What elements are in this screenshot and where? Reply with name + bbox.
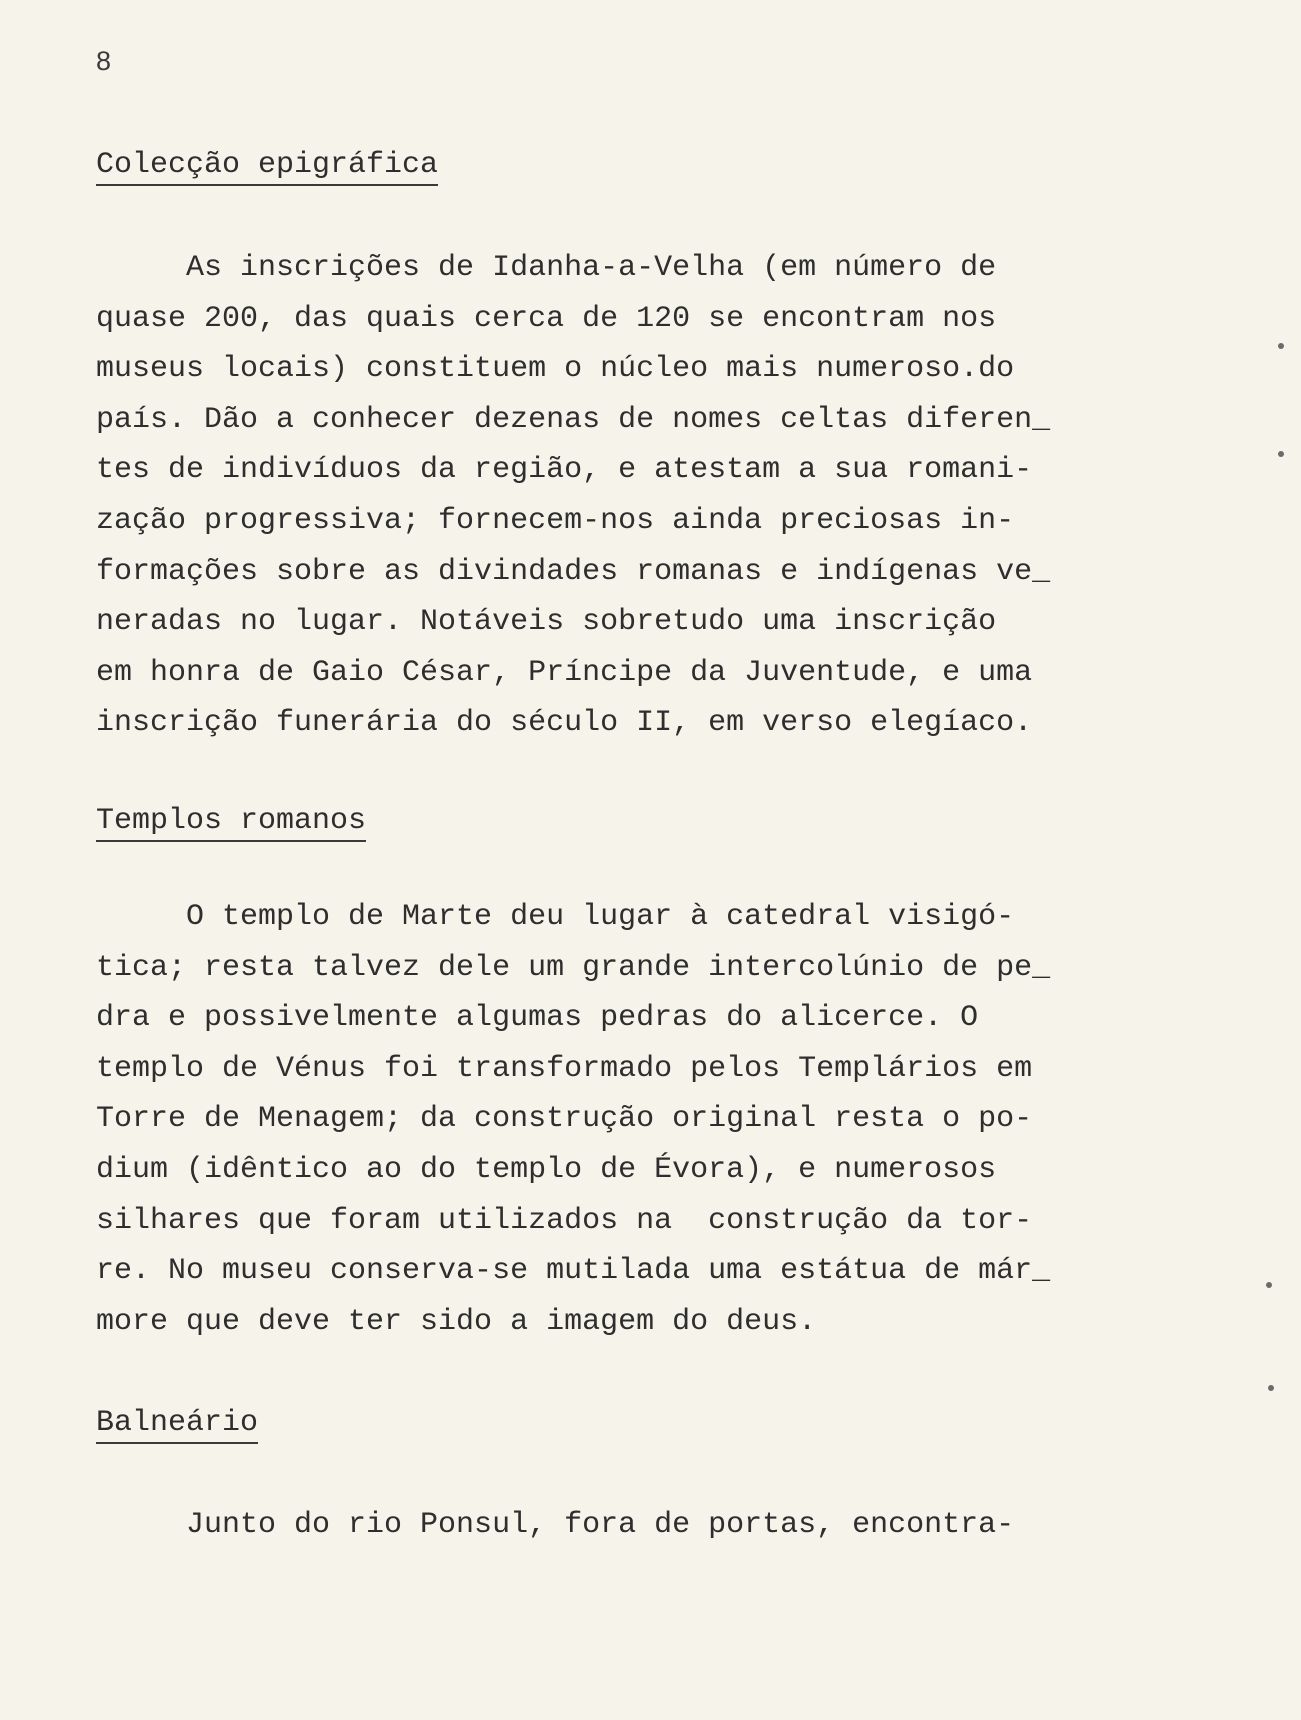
text-line: dra e possivelmente algumas pedras do alicerce. O xyxy=(96,1001,979,1036)
text-line: quase 200, das quais cerca de 120 se encontram nos xyxy=(96,301,997,336)
paper-speck xyxy=(1278,451,1284,457)
text-line: museus locais) constituem o núcleo mais numeroso.do xyxy=(96,352,1015,387)
text-line: tica; resta talvez dele um grande intercolúnio de pe_ xyxy=(96,950,1051,985)
text-line: país. Dão a conhecer dezenas de nomes celtas diferen_ xyxy=(96,402,1051,437)
text-line: dium (idêntico ao do templo de Évora), e numerosos xyxy=(96,1152,997,1187)
section-heading-templos-romanos: Templos romanos xyxy=(96,804,366,842)
paper-speck xyxy=(1266,1282,1272,1288)
text-line: more que deve ter sido a imagem do deus. xyxy=(96,1304,817,1339)
text-line: em honra de Gaio César, Príncipe da Juventude, e uma xyxy=(96,655,1033,690)
page-number: 8 xyxy=(96,46,112,76)
paper-speck xyxy=(1278,343,1284,349)
text-line: formações sobre as divindades romanas e indígenas ve_ xyxy=(96,554,1051,589)
text-line: neradas no lugar. Notáveis sobretudo uma inscrição xyxy=(96,605,997,640)
section-heading-coleccao-epigrafica: Colecção epigráfica xyxy=(96,148,438,186)
section-paragraph-coleccao-epigrafica xyxy=(96,243,1176,749)
text-line: silhares que foram utilizados na construção da tor- xyxy=(96,1203,1033,1238)
text-line: Junto do rio Ponsul, fora de portas, encontra- xyxy=(96,1508,1015,1542)
text-line: inscrição funerária do século II, em verso elegíaco. xyxy=(96,706,1033,741)
text-line: re. No museu conserva-se mutilada uma estátua de már_ xyxy=(96,1254,1051,1289)
paper-speck xyxy=(1268,1385,1274,1391)
section-paragraph-balneario xyxy=(96,1500,1176,1551)
section-heading-balneario: Balneário xyxy=(96,1406,258,1444)
text-line: O templo de Marte deu lugar à catedral visigó- xyxy=(96,900,1015,934)
section-paragraph-templos-romanos xyxy=(96,892,1176,1347)
text-line: templo de Vénus foi transformado pelos Templários em xyxy=(96,1051,1033,1086)
text-line: zação progressiva; fornecem-nos ainda preciosas in- xyxy=(96,503,1015,538)
text-line: As inscrições de Idanha-a-Velha (em número de xyxy=(96,251,997,285)
text-line: tes de indivíduos da região, e atestam a sua romani- xyxy=(96,453,1033,488)
text-line: Torre de Menagem; da construção original resta o po- xyxy=(96,1102,1033,1137)
